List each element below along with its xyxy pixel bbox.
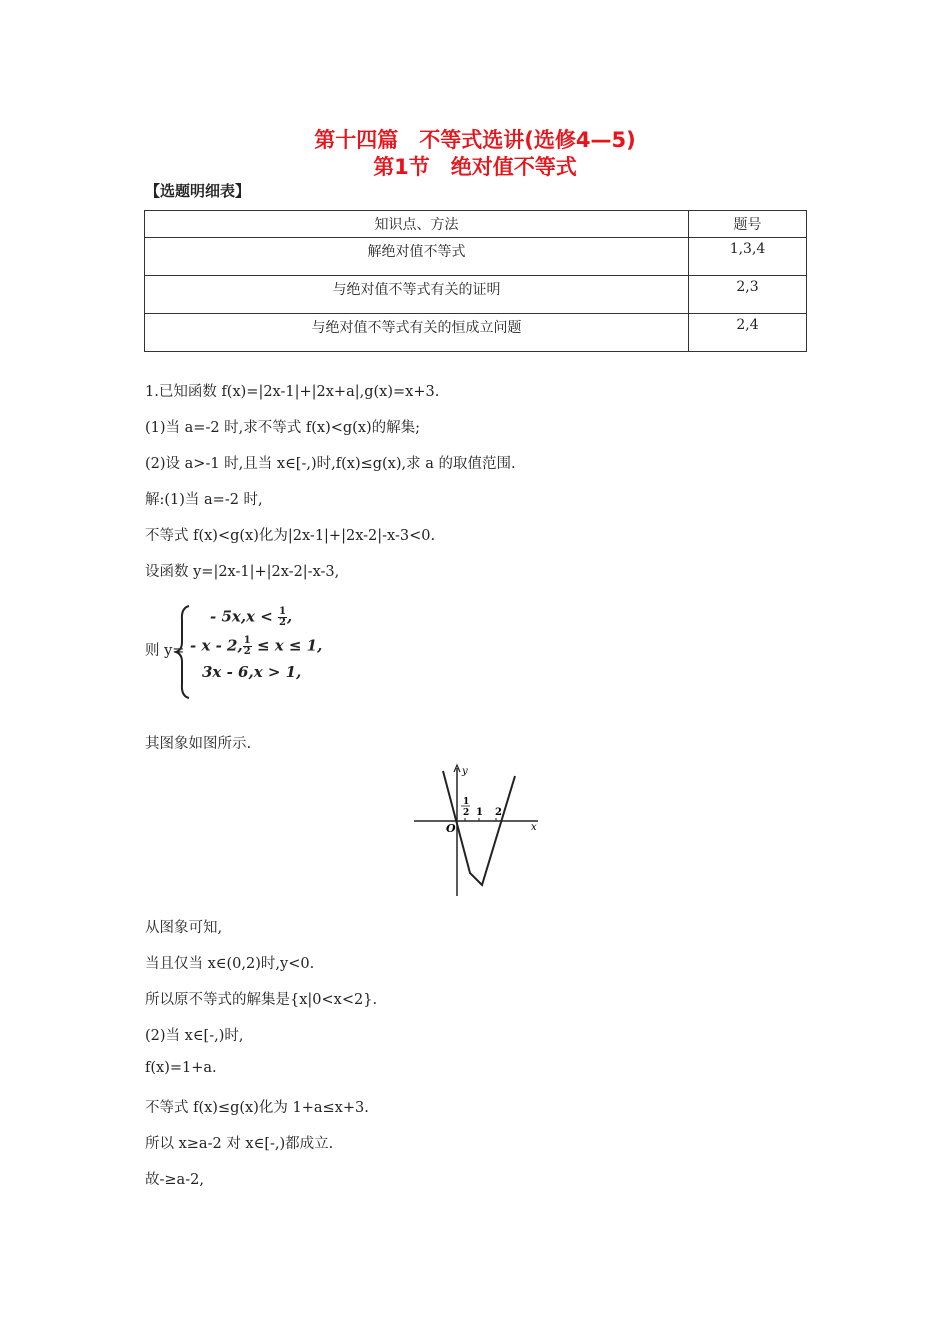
tick-label-two: 2 (495, 807, 502, 818)
topic-detail-table (144, 210, 807, 352)
fraction-denominator: 2 (279, 617, 286, 628)
section-title: 第1节 绝对值不等式 (373, 155, 577, 179)
solution-line: 设函数 y=|2x-1|+|2x-2|-x-3, (145, 564, 340, 580)
solution-line: 不等式 f(x)<g(x)化为|2x-1|+|2x-2|-x-3<0. (145, 528, 436, 544)
solution-line: f(x)=1+a. (145, 1060, 217, 1076)
function-graph (410, 760, 542, 900)
number-cell: 2,3 (689, 276, 807, 314)
table-row (145, 276, 807, 314)
tick-label-one: 1 (476, 807, 483, 818)
solution-line: 所以 x≥a-2 对 x∈[-,)都成立. (145, 1136, 334, 1152)
case-1-expression: - 5x,x < (210, 607, 273, 626)
piecewise-case-3: 3x - 6,x > 1, (202, 663, 302, 681)
topic-cell: 与绝对值不等式有关的证明 (145, 276, 689, 314)
chapter-title: 第十四篇 不等式选讲(选修4—5) (314, 128, 636, 152)
solution-line: 其图象如图所示. (145, 736, 252, 752)
solution-line: (2)当 x∈[-,)时, (145, 1028, 244, 1044)
fraction-half (243, 636, 252, 657)
topic-cell: 与绝对值不等式有关的恒成立问题 (145, 314, 689, 352)
case-2-head: - x - 2, (190, 636, 243, 655)
solution-line: 解:(1)当 a=-2 时, (145, 492, 263, 508)
table-header-row (145, 211, 807, 238)
number-cell: 2,4 (689, 314, 807, 352)
detail-table-label: 【选题明细表】 (145, 182, 251, 200)
fraction-denominator: 2 (243, 646, 251, 657)
header-topic: 知识点、方法 (145, 211, 689, 238)
header-number: 题号 (689, 211, 807, 238)
solution-line: 故-≥a-2, (145, 1172, 204, 1188)
solution-line: 所以原不等式的解集是{x|0<x<2}. (145, 992, 378, 1008)
piecewise-case-2 (190, 636, 322, 657)
problem-statement: 1.已知函数 f(x)=|2x-1|+|2x+a|,g(x)=x+3. (145, 384, 440, 400)
piecewise-case-1 (210, 607, 292, 628)
topic-cell: 解绝对值不等式 (145, 238, 689, 276)
table-row (145, 238, 807, 276)
problem-part-2: (2)设 a>-1 时,且当 x∈[-,)时,f(x)≤g(x),求 a 的取值范围. (145, 456, 516, 472)
fraction-numerator: 1 (279, 606, 286, 617)
fraction-half (278, 607, 287, 628)
half-denominator: 2 (463, 808, 470, 818)
solution-line: 从图象可知, (145, 920, 223, 936)
origin-label: O (446, 822, 456, 835)
piecewise-prefix: 则 y= (145, 643, 185, 659)
fraction-numerator: 1 (243, 635, 251, 646)
y-axis-label: y (462, 766, 468, 777)
solution-line: 当且仅当 x∈(0,2)时,y<0. (145, 956, 315, 972)
case-1-tail: , (287, 607, 293, 626)
case-2-tail: ≤ x ≤ 1, (256, 636, 323, 655)
problem-part-1: (1)当 a=-2 时,求不等式 f(x)<g(x)的解集; (145, 420, 421, 436)
solution-line: 不等式 f(x)≤g(x)化为 1+a≤x+3. (145, 1100, 369, 1116)
x-axis-label: x (531, 822, 537, 833)
table-row (145, 314, 807, 352)
number-cell: 1,3,4 (689, 238, 807, 276)
half-numerator: 1 (463, 797, 470, 807)
